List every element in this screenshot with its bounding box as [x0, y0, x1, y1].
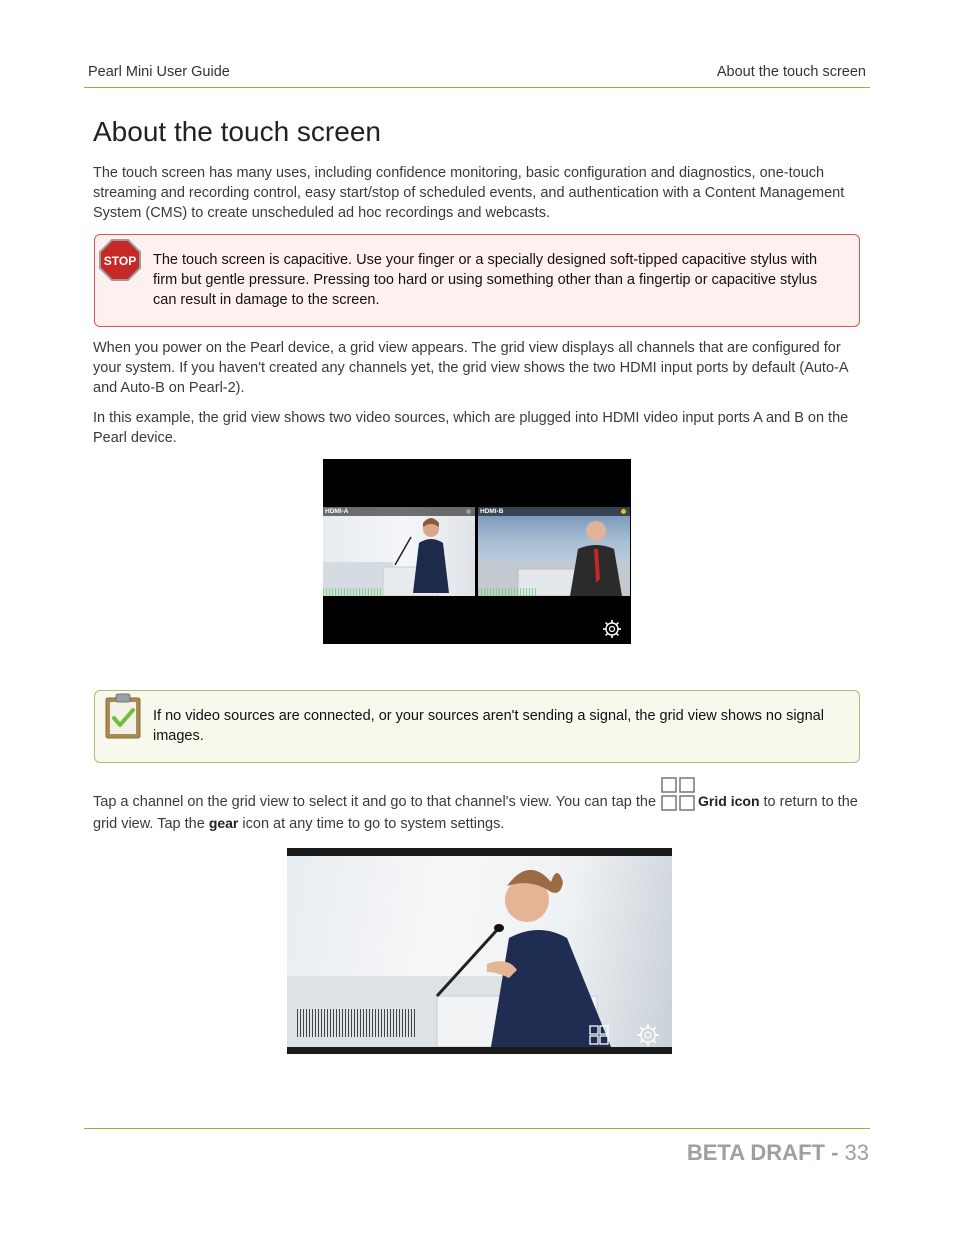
- tile-b-label: HDMI-B: [480, 508, 504, 515]
- page-title: About the touch screen: [93, 116, 381, 147]
- gear-icon[interactable]: [636, 1023, 660, 1047]
- tile-a-label: HDMI-A: [325, 508, 349, 515]
- channel-video-frame: [287, 856, 672, 1047]
- stop-label: STOP: [103, 254, 137, 268]
- power-on-paragraph: When you power on the Pearl device, a grid view appears. The grid view displays all channels that are configured for your system. If you haven't created any channels yet, the grid view shows the two HDMI input ports by default (Auto-A and Auto-B on Pearl-2).: [93, 340, 848, 396]
- page-footer: [687, 1140, 869, 1166]
- tip-text: If no video sources are connected, or your sources aren't sending a signal, the grid view shows no signal images.: [153, 708, 824, 744]
- warning-text: The touch screen is capacitive. Use your finger or a specially designed soft-tipped capacitive stylus with firm but gentle pressure. Pressing too hard or using something other than a fingertip or capacitive stylus can result in damage to the screen.: [153, 252, 818, 308]
- gear-icon[interactable]: [602, 619, 622, 639]
- tile-b-status-dot: [621, 509, 626, 514]
- audio-meter: [323, 588, 381, 596]
- audio-meter: [478, 588, 536, 596]
- channel-tile-hdmi-a: [323, 507, 475, 596]
- channel-view-screenshot: [287, 848, 672, 1054]
- grid-icon-label: Grid icon: [698, 793, 760, 809]
- tile-label-bar: [323, 507, 475, 516]
- grid-view-screenshot: [323, 459, 631, 644]
- example-paragraph: In this example, the grid view shows two video sources, which are plugged into HDMI video input ports A and B on the Pearl device.: [93, 410, 849, 446]
- gear-label: gear: [208, 815, 239, 831]
- running-header-left: Pearl Mini User Guide: [88, 64, 230, 80]
- presenter-man-image: [478, 507, 630, 596]
- grid-icon[interactable]: [589, 1025, 609, 1045]
- tile-a-status-dot: [466, 509, 471, 514]
- intro-paragraph: The touch screen has many uses, including confidence monitoring, basic configuration and diagnostics, one-touch streaming and recording control, easy start/stop of scheduled events, and authentication with a Content Management System (CMS) to create unscheduled ad hoc recordings and webcasts.: [93, 165, 845, 221]
- presenter-woman-image: [323, 507, 475, 596]
- tile-label-bar: [478, 507, 630, 516]
- tap-text-part2: to return to the grid view. Tap the: [93, 794, 858, 832]
- channel-tile-hdmi-b: [478, 507, 630, 596]
- stop-sign-icon: [99, 239, 141, 281]
- tap-text-part1: Tap a channel on the grid view to select it and go to that channel's view. You can tap the: [93, 794, 661, 810]
- clipboard-check-icon: [105, 693, 141, 739]
- draft-label: BETA DRAFT -: [686, 1140, 845, 1165]
- tip-callout: [94, 690, 860, 763]
- tap-text-part3: icon at any time to go to system settings.: [238, 816, 505, 832]
- footer-rule: [84, 1128, 870, 1129]
- warning-callout: [94, 234, 860, 327]
- header-rule: [84, 87, 870, 88]
- page-number: 33: [844, 1140, 869, 1165]
- grid-icon: [660, 776, 696, 812]
- audio-meter: [297, 1009, 417, 1037]
- tap-channel-paragraph: [93, 776, 863, 835]
- running-header-right: About the touch screen: [716, 64, 866, 80]
